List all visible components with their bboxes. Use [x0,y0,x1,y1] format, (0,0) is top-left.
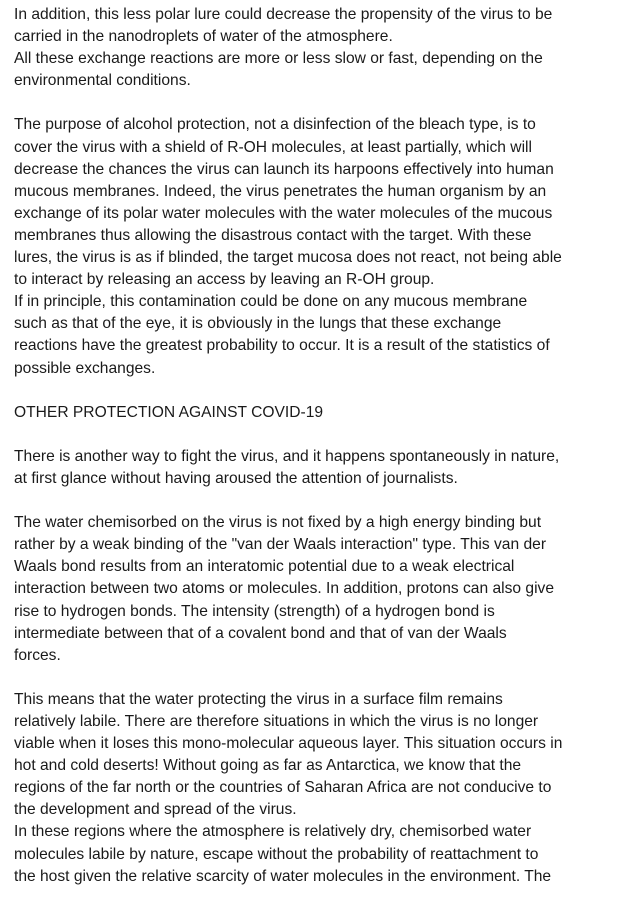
text-line: molecules labile by nature, escape without the probability of reattachment to [14,845,539,863]
paragraph [14,114,624,379]
paragraph-gap [14,667,624,689]
text-line: the host given the relative scarcity of water molecules in the environment. The [14,867,552,885]
text-line: This means that the water protecting the virus in a surface film remains [14,690,503,708]
text-line: If in principle, this contamination could be done on any mucous membrane [14,293,528,311]
heading-text: OTHER PROTECTION AGAINST COVID-19 [14,403,324,421]
text-line: interaction between two atoms or molecules. In addition, protons can also give [14,580,555,598]
text-line: In these regions where the atmosphere is relatively dry, chemisorbed water [14,823,532,841]
text-line: There is another way to fight the virus, and it happens spontaneously in nature, [14,447,560,465]
text-line: In addition, this less polar lure could decrease the propensity of the virus to be [14,6,553,23]
text-line: rise to hydrogen bonds. The intensity (strength) of a hydrogen bond is [14,602,495,620]
text-line: exchange of its polar water molecules with the water molecules of the mucous [14,204,553,222]
text-line: relatively labile. There are therefore situations in which the virus is no longer [14,713,539,730]
text-line: to interact by releasing an access by leaving an R-OH group. [14,271,435,289]
document-page [14,4,624,888]
text-line: Waals bond results from an interatomic potential due to a weak electrical [14,558,515,576]
text-line: membranes thus allowing the disastrous contact with the target. With these [14,226,532,244]
text-line: at first glance without having aroused the attention of journalists. [14,469,458,487]
text-line: carried in the nanodroplets of water of the atmosphere. [14,28,393,46]
text-line: possible exchanges. [14,359,156,377]
text-line: regions of the far north or the countries of Saharan Africa are not conducive to [14,779,552,797]
paragraph [14,4,624,92]
text-line: lures, the virus is as if blinded, the target mucosa does not react, not being able [14,249,562,267]
text-line: intermediate between that of a covalent bond and that of van der Waals [14,624,507,642]
text-line: viable when it loses this mono-molecular aqueous layer. This situation occurs in [14,735,563,753]
text-line: reactions have the greatest probability to occur. It is a result of the statistics of [14,337,550,355]
paragraph-gap [14,424,624,446]
text-line: the development and spread of the virus. [14,801,297,819]
text-line: cover the virus with a shield of R-OH molecules, at least partially, which will [14,138,532,156]
text-line: mucous membranes. Indeed, the virus penetrates the human organism by an [14,182,547,200]
text-line: The water chemisorbed on the virus is not fixed by a high energy binding but [14,514,542,532]
text-line: decrease the chances the virus can launch its harpoons effectively into human [14,160,554,178]
text-line: All these exchange reactions are more or less slow or fast, depending on the [14,50,543,68]
paragraph [14,446,624,490]
paragraph [14,689,624,888]
paragraph-gap [14,92,624,114]
paragraph-gap [14,380,624,402]
section-heading [14,402,624,424]
text-line: environmental conditions. [14,72,191,90]
paragraph [14,512,624,667]
text-line: hot and cold deserts! Without going as far as Antarctica, we know that the [14,757,522,775]
text-line: such as that of the eye, it is obviously in the lungs that these exchange [14,315,502,333]
text-line: forces. [14,646,61,664]
text-line: rather by a weak binding of the "van der Waals interaction" type. This van der [14,536,547,554]
paragraph-gap [14,490,624,512]
text-line: The purpose of alcohol protection, not a disinfection of the bleach type, is to [14,116,536,134]
